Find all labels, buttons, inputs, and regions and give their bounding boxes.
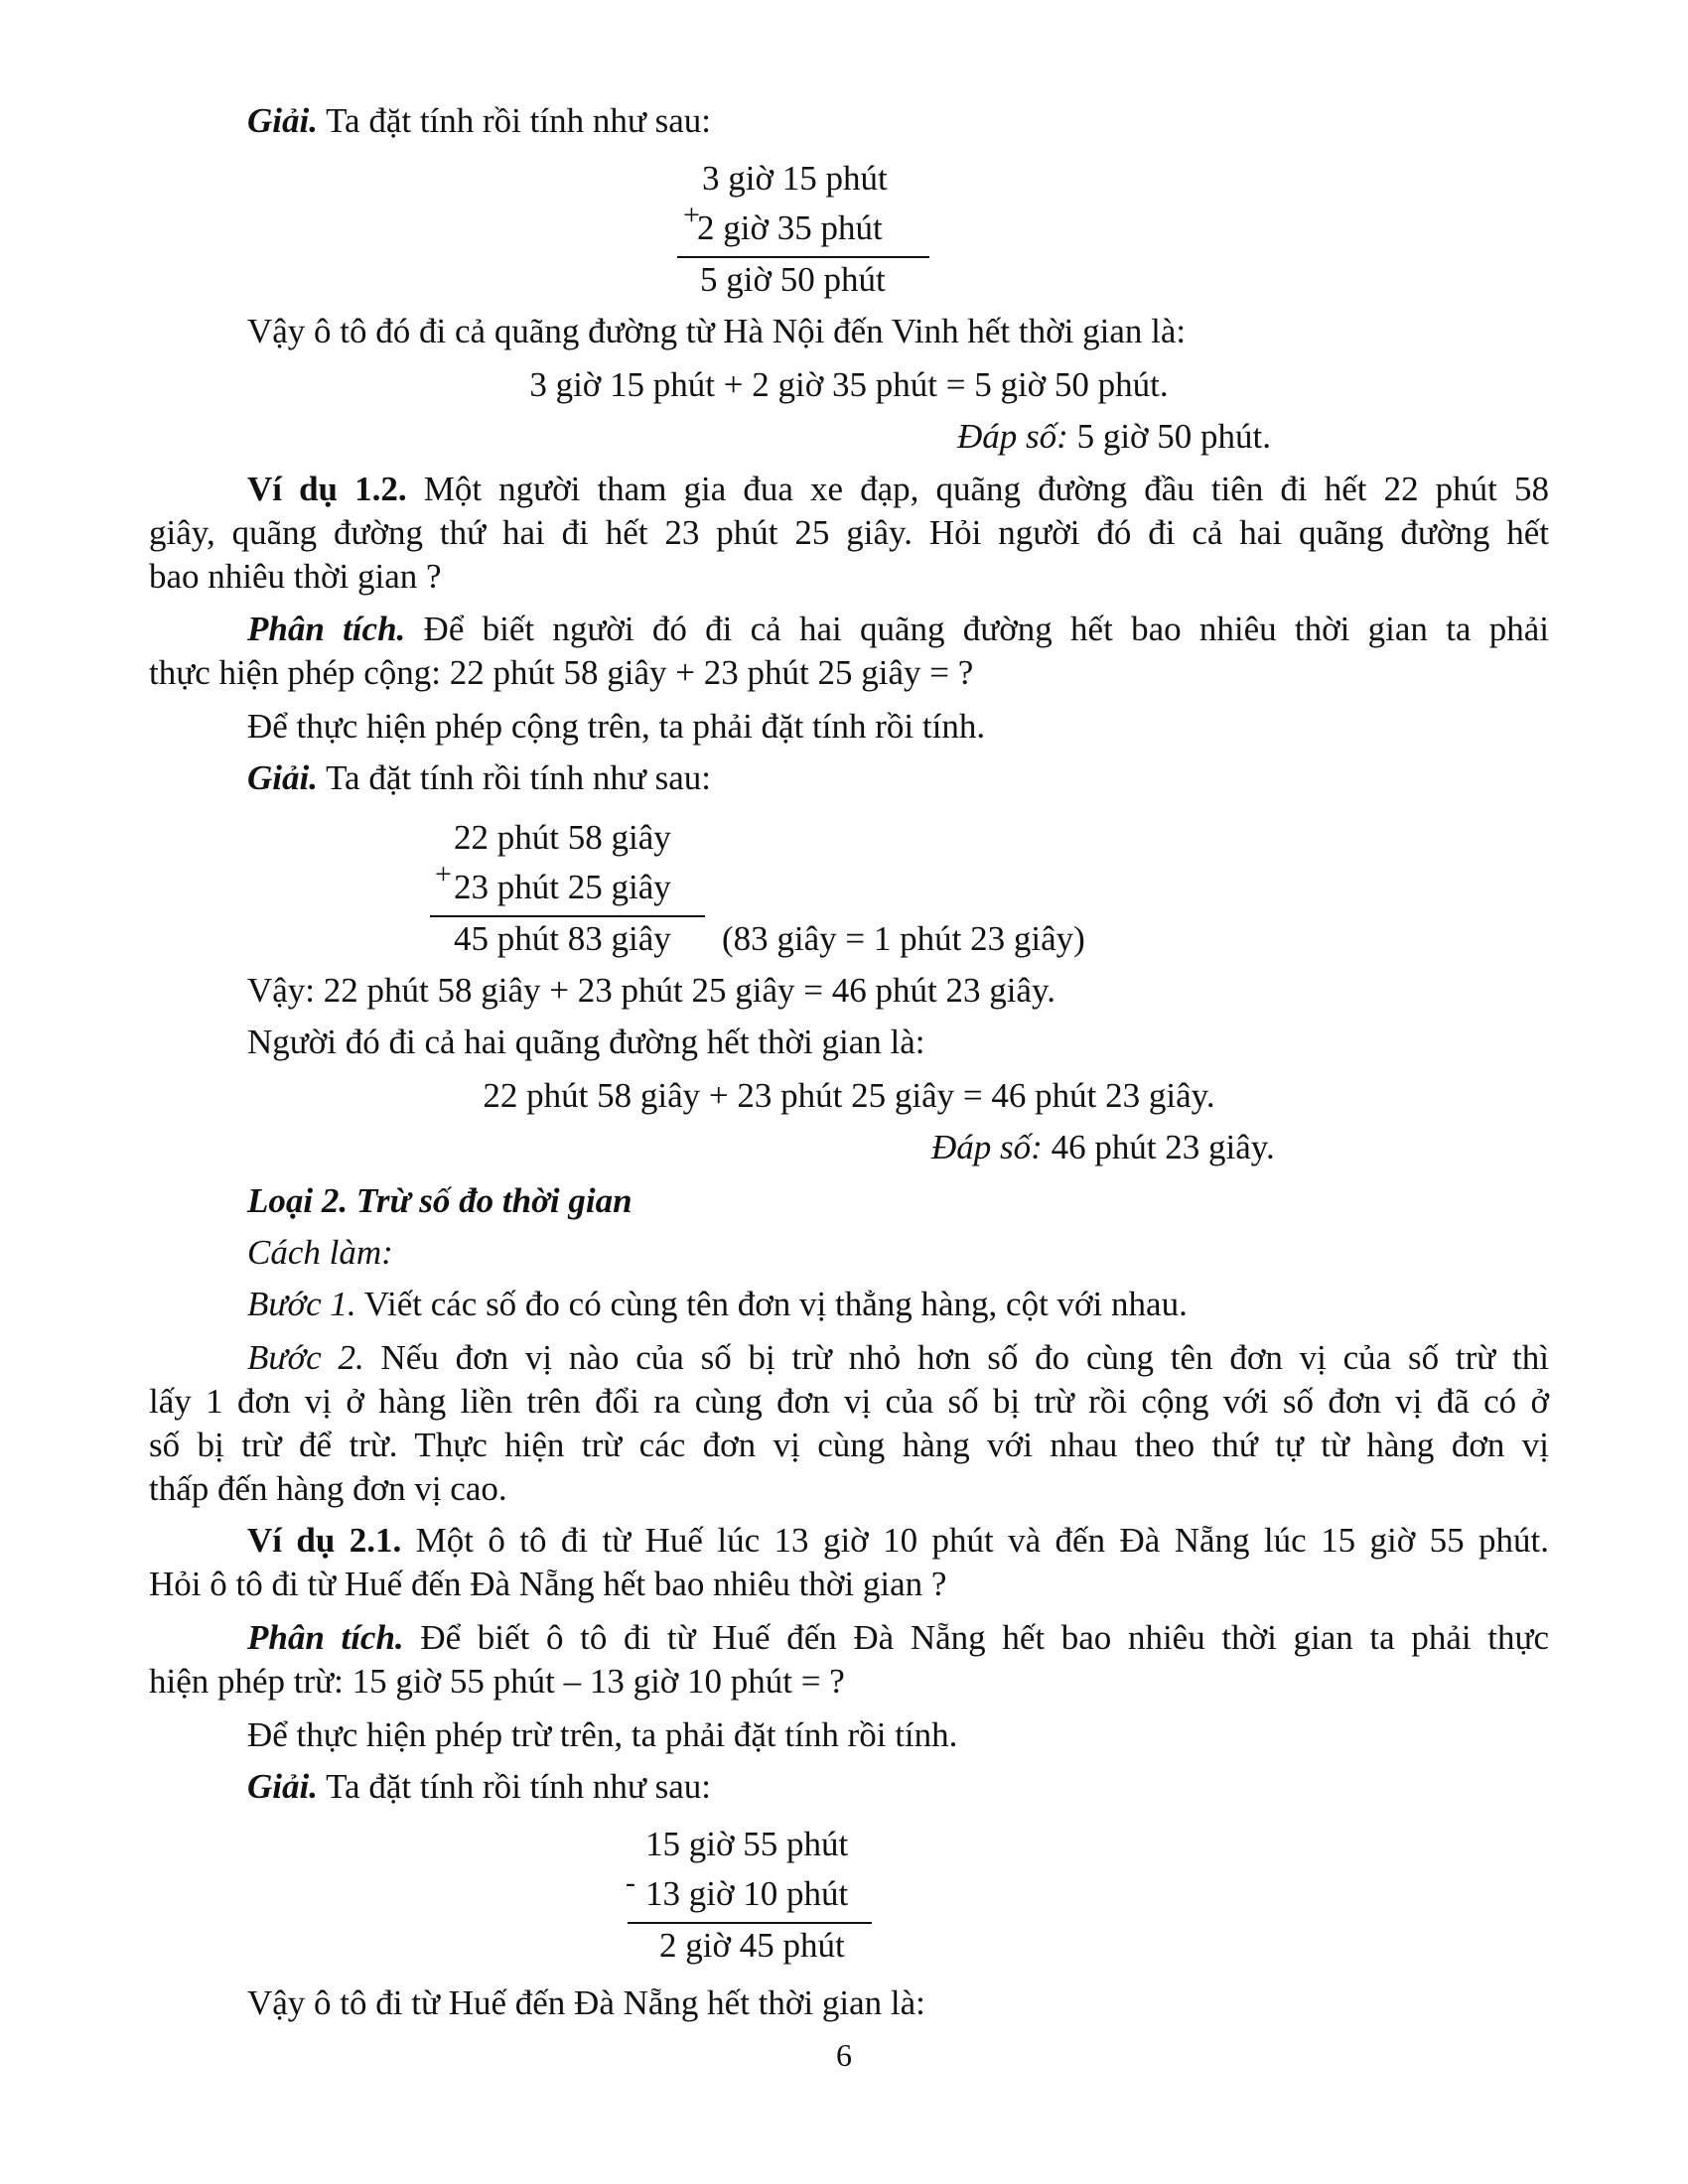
example-1-2-line-2: giây, quãng đường thứ hai đi hết 23 phút 25 giây. Hỏi người đó đi cả hai quãng đường hết	[149, 513, 1549, 552]
analysis-label: Phân tích.	[247, 1618, 404, 1657]
analysis-label: Phân tích.	[247, 610, 406, 648]
step-1-text: Viết các số đo có cùng tên đơn vị thẳng hàng, cột với nhau.	[355, 1285, 1188, 1323]
example-label: Ví dụ 2.1.	[247, 1521, 402, 1560]
analysis-text: Để biết ô tô đi từ Huế đến Đà Nẵng hết bao nhiêu thời gian ta phải thực	[403, 1618, 1549, 1657]
example-2-1-line-2: Hỏi ô tô đi từ Huế đến Đà Nẵng hết bao nhiêu thời gian ?	[149, 1565, 947, 1603]
addition-calculation	[675, 157, 933, 306]
answer-value: 46 phút 23 giây.	[1042, 1128, 1275, 1166]
addend-1: 3 giờ 15 phút	[702, 159, 888, 198]
conclusion-line: Người đó đi cả hai quãng đường hết thời gian là:	[247, 1023, 925, 1061]
solution-label: Giải.	[247, 758, 318, 797]
example-1-2-line-1	[247, 468, 1549, 511]
step-2-line-4: thấp đến hàng đơn vị cao.	[149, 1469, 507, 1508]
solution-line	[247, 756, 1647, 800]
equation-line: 3 giờ 15 phút + 2 giờ 35 phút = 5 giờ 50 phút.	[529, 365, 1169, 404]
subtrahend: 13 giờ 10 phút	[645, 1874, 849, 1913]
addend-2: 23 phút 25 giây	[454, 868, 671, 906]
conclusion-line: Vậy ô tô đi từ Huế đến Đà Nẵng hết thời gian là:	[247, 1983, 925, 2022]
analysis-line-2: hiện phép trừ: 15 giờ 55 phút – 13 giờ 10 phút = ?	[149, 1662, 845, 1701]
minus-sign: -	[626, 1866, 635, 1899]
step-2-line-3: số bị trừ để trừ. Thực hiện trừ các đơn vị cùng hàng với nhau theo thứ tự từ hàng đơn vị	[149, 1426, 1549, 1464]
example-2-1-line-1	[247, 1519, 1549, 1563]
step-1-label: Bước 1.	[247, 1285, 356, 1323]
step-2-label: Bước 2.	[247, 1338, 364, 1377]
solution-label: Giải.	[247, 1767, 318, 1806]
analysis-line-2: thực hiện phép cộng: 22 phút 58 giây + 23 phút 25 giây = ?	[149, 653, 974, 692]
step-1-line	[247, 1283, 1647, 1326]
addend-2: 2 giờ 35 phút	[697, 208, 883, 247]
result-line: Vậy: 22 phút 58 giây + 23 phút 25 giây = 46 phút 23 giây.	[247, 971, 1055, 1010]
example-text: Một người tham gia đua xe đạp, quãng đường đầu tiên đi hết 22 phút 58	[406, 470, 1549, 508]
analysis-line-3: Để thực hiện phép cộng trên, ta phải đặt tính rồi tính.	[247, 707, 986, 746]
sum: 5 giờ 50 phút	[700, 260, 886, 299]
carry-note: (83 giây = 1 phút 23 giây)	[722, 919, 1085, 958]
addition-calculation	[427, 816, 1152, 965]
answer-value: 5 giờ 50 phút.	[1067, 417, 1272, 456]
answer-line	[931, 1126, 1547, 1169]
analysis-line-3: Để thực hiện phép trừ trên, ta phải đặt tính rồi tính.	[247, 1715, 958, 1754]
step-2-line-2: lấy 1 đơn vị ở hàng liền trên đổi ra cùng đơn vị của số bị trừ rồi cộng với số đơn vị đã có ở	[149, 1382, 1549, 1421]
solution-line	[247, 99, 1647, 143]
subtraction-calculation	[624, 1823, 902, 1972]
sum: 45 phút 83 giây	[454, 919, 671, 958]
solution-text: Ta đặt tính rồi tính như sau:	[317, 101, 711, 140]
addend-1: 22 phút 58 giây	[454, 818, 671, 857]
method-label: Cách làm:	[247, 1233, 393, 1272]
step-2-text: Nếu đơn vị nào của số bị trừ nhỏ hơn số đo cùng tên đơn vị của số trừ thì	[363, 1338, 1550, 1377]
analysis-line-1	[247, 608, 1549, 651]
equation-line: 22 phút 58 giây + 23 phút 25 giây = 46 phút 23 giây.	[483, 1076, 1215, 1115]
solution-line	[247, 1765, 1647, 1809]
example-text: Một ô tô đi từ Huế lúc 13 giờ 10 phút và đến Đà Nẵng lúc 15 giờ 55 phút.	[401, 1521, 1550, 1560]
analysis-line-1	[247, 1616, 1549, 1660]
solution-text: Ta đặt tính rồi tính như sau:	[317, 758, 711, 797]
step-2-line-1	[247, 1336, 1549, 1380]
page-number: 6	[836, 2037, 852, 2073]
example-label: Ví dụ 1.2.	[247, 470, 407, 508]
conclusion-line: Vậy ô tô đó đi cả quãng đường từ Hà Nội đến Vinh hết thời gian là:	[247, 312, 1187, 350]
analysis-text: Để biết người đó đi cả hai quãng đường hết bao nhiêu thời gian ta phải	[405, 610, 1549, 648]
difference: 2 giờ 45 phút	[659, 1926, 845, 1965]
answer-label: Đáp số:	[931, 1128, 1043, 1166]
answer-line	[957, 415, 1553, 459]
plus-sign: +	[435, 858, 452, 890]
solution-label: Giải.	[247, 101, 318, 140]
minuend: 15 giờ 55 phút	[645, 1825, 849, 1863]
answer-label: Đáp số:	[957, 417, 1068, 456]
section-heading: Loại 2. Trừ số đo thời gian	[247, 1181, 633, 1220]
solution-text: Ta đặt tính rồi tính như sau:	[317, 1767, 711, 1806]
example-1-2-line-3: bao nhiêu thời gian ?	[149, 557, 442, 596]
plus-sign: +	[683, 199, 700, 231]
